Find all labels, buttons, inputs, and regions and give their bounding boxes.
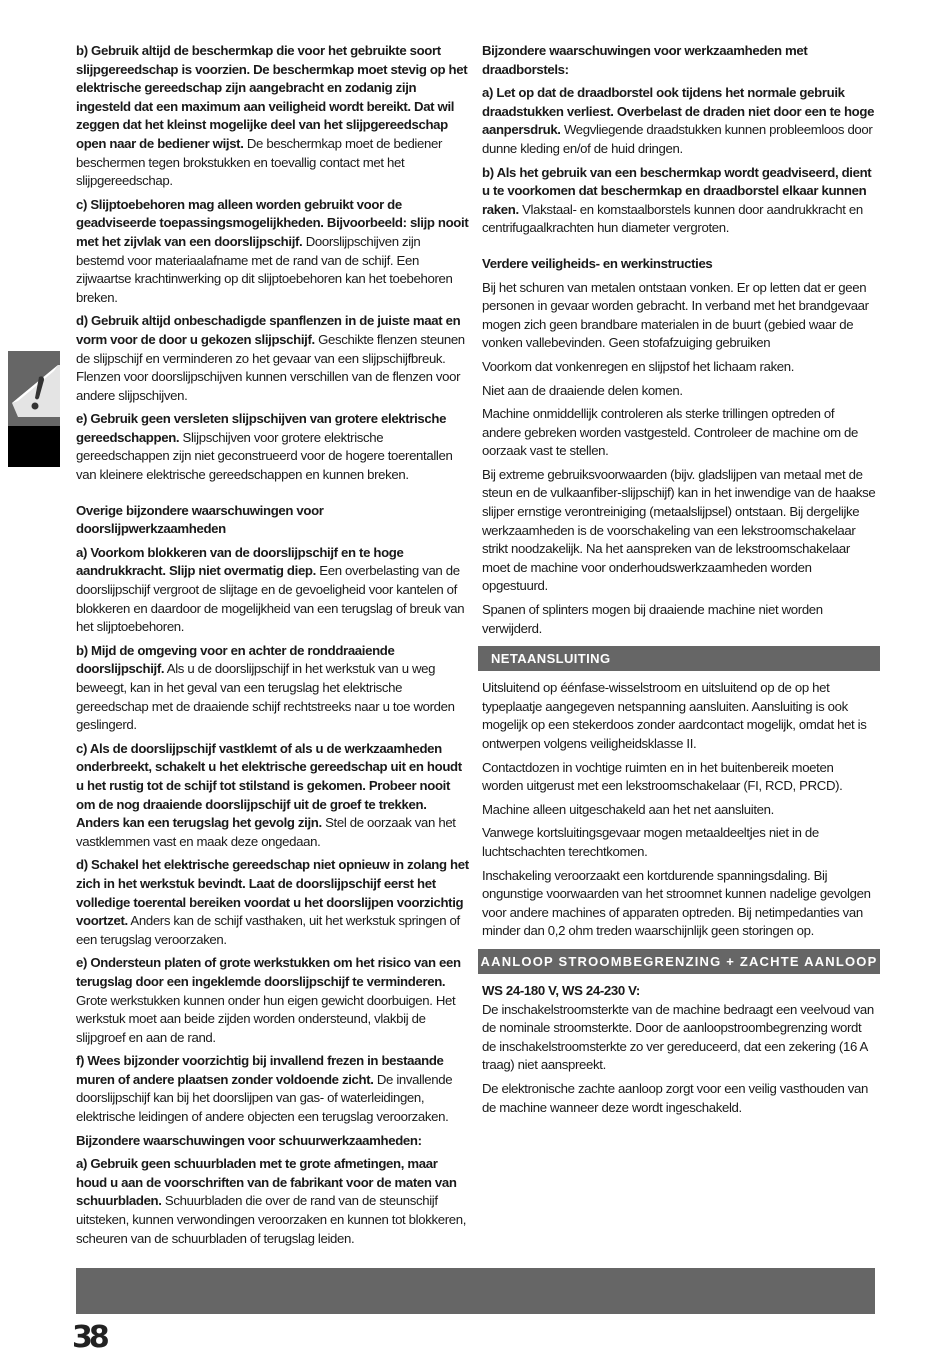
right-column xyxy=(482,42,876,1122)
paragraph: d) Gebruik altijd onbeschadigde spanflenzen in de juiste maat en vorm voor de door u gekozen slijpschijf. Geschikte flenzen steunen de slijpschijf en verminderen zo het gevaar van een slijpschijfbreuk. Flenzen voor doorslijpschijven kunnen verschillen van de flenzen voor andere slijpschijven. xyxy=(76,313,465,403)
section-heading: Overige bijzondere waarschuwingen voor doorslijpwerkzaamheden xyxy=(76,502,324,537)
section-heading: Bijzondere waarschuwingen voor werkzaamheden met draadborstels: xyxy=(482,43,808,77)
paragraph: Niet aan de draaiende delen komen. xyxy=(482,382,683,398)
paragraph: e) Gebruik geen versleten slijpschijven van grotere elektrische gereedschappen. Slijpschijven voor grotere elektrische gereedschappen zijn niet geconstrueerd voor de hogere toerentallen van kleinere elektrische gereedschappen en kunnen breken. xyxy=(76,411,453,483)
paragraph: Machine alleen uitgeschakeld aan het net aansluiten. xyxy=(482,801,774,817)
section-heading: Bijzondere waarschuwingen voor schuurwerkzaamheden: xyxy=(76,1132,422,1148)
page-number: 38 xyxy=(72,1320,106,1355)
paragraph: f) Wees bijzonder voorzichtig bij invallend frezen in bestaande muren of andere plaatsen zonder voldoende zicht. De invallende doorslijpschijf kan bij het doorslijpen van gas- of waterleidingen, elektrische leidingen of andere objecten een terugslag veroorzaken. xyxy=(76,1053,453,1125)
paragraph: c) Slijptoebehoren mag alleen worden gebruikt voor de geadviseerde toepassingsmogelijkheden. Bijvoorbeeld: slijp nooit met het zijvlak van een doorslijpschijf. Doorslijpschijven zijn bestemd voor materiaalafname met de rand van de schijf. Een zijwaartse krachtinwerking op dit slijptoebehoren kan het toebehoren breken. xyxy=(76,196,469,305)
warning-triangle-icon xyxy=(8,351,60,431)
paragraph: b) Mijd de omgeving voor en achter de ronddraaiende doorslijpschijf. Als u de doorslijpschijf in het werkstuk van u weg beweegt, kan in het geval van een terugslag het elektrische gereedschap met de draaiende schijf rechtstreeks naar u toe worden geslingerd. xyxy=(76,642,455,733)
section-bar-aanloop: AANLOOP STROOMBEGRENZING + ZACHTE AANLOOP xyxy=(478,949,880,974)
paragraph: c) Als de doorslijpschijf vastklemt of als u de werkzaamheden onderbreekt, schakelt u het elektrische gereedschap uit en houdt u het rustig tot de schijf tot stilstand is gekomen. Probeer nooit om de nog draaiende doorslijpschijf uit de groef te trekken. Anders kan een terugslag het gevolg zijn. Stel de oorzaak van het vastklemmen vast en maak deze ongedaan. xyxy=(76,740,462,849)
paragraph: b) Als het gebruik van een beschermkap wordt geadviseerd, dient u te voorkomen dat beschermkap en draadborstel elkaar kunnen raken. Vlakstaal- en komstaalborstels kunnen door aandrukkracht en centrifugaalkrachten hun diameter vergroten. xyxy=(482,164,872,236)
model-heading: WS 24-180 V, WS 24-230 V: xyxy=(482,982,640,998)
paragraph: Bij het schuren van metalen ontstaan vonken. Er op letten dat er geen personen in gevaar worden gebracht. In verband met het brandgevaar mogen zich geen brandbare materialen in de buurt (gebied waar de vonken vallebevinden. Geen stofafzuiging gebruiken xyxy=(482,279,869,351)
paragraph: Machine onmiddellijk controleren als sterke trillingen optreden of andere gebreken worden vastgesteld. Controleer de machine om de oorzaak vast te stellen. xyxy=(482,406,859,459)
footer-bar xyxy=(76,1268,875,1314)
paragraph: De inschakelstroomsterkte van de machine bedraagt een veelvoud van de nominale stroomsterkte. Door de aanloopstroombegrenzing wordt de inschakelstroomsterkte zo ver gereduceerd, dat een zekering (16 A traag) niet aanspreekt. xyxy=(482,1001,874,1073)
paragraph: Bij extreme gebruiksvoorwaarden (bijv. gladslijpen van metaal met de steun en de vulkaanfiber-slijpschijf) kan in het inwendige van de haakse slijper ernstige verontreiniging (metaalslijpsel) ontstaan. Bij dergelijke werkzaamheden is de voorschakeling van een lekstroomschakelaar strikt noodzakelijk. Na het aanspreken van de lekstroomschakelaar moet de machine voor onderhoudswerkzaamheden worden opgestuurd. xyxy=(482,466,876,594)
section-bar-netaansluiting: NETAANSLUITING xyxy=(478,646,880,671)
warning-side-tab xyxy=(8,351,60,467)
paragraph: Voorkom dat vonkenregen en slijpstof het lichaam raken. xyxy=(482,358,795,374)
paragraph: Contactdozen in vochtige ruimten en in het buitenbereik moeten worden uitgerust met een lekstroomschakelaar (FI, RCD, PRCD). xyxy=(482,759,843,794)
paragraph: e) Ondersteun platen of grote werkstukken om het risico van een terugslag door een ingeklemde doorslijpschijf te verminderen. Grote werkstukken kunnen onder hun eigen gewicht doorbuigen. Het werkstuk moet aan beide zijden worden ondersteund, vlakbij de slijpgroef en aan de rand. xyxy=(76,955,461,1045)
paragraph: d) Schakel het elektrische gereedschap niet opnieuw in zolang het zich in het werkstuk bevindt. Laat de doorslijpschijf eerst het volledige toerental bereiken voordat u het doorslijpen voorzichtig voortzet. Anders kan de schijf vasthaken, uit het werkstuk springen of een terugslag veroorzaken. xyxy=(76,857,469,947)
paragraph: Vanwege kortsluitingsgevaar mogen metaaldeeltjes niet in de luchtschachten terechtkomen. xyxy=(482,825,819,859)
paragraph: a) Voorkom blokkeren van de doorslijpschijf en te hoge aandrukkracht. Slijp niet overmatig diep. Een overbelasting van de doorslijpschijf vergroot de slijtage en de gevoeligheid voor kantelen of blokkeren en daardoor de mogelijkheid van een terugslag of breuk van het slijptoebehoren. xyxy=(76,544,465,635)
paragraph: Uitsluitend op éénfase-wisselstroom en uitsluitend op de op het typeplaatje aangegeven netspanning aansluiten. Aansluiting is ook mogelijk op een stekerdoos zonder aardcontact mogelijk, omdat het is ontwerpen volgens veiligheidsklasse II. xyxy=(482,680,867,751)
section-heading: Verdere veiligheids- en werkinstructies xyxy=(482,255,713,271)
paragraph: a) Gebruik geen schuurbladen met te grote afmetingen, maar houd u aan de voorschriften van de fabrikant voor de maten van schuurbladen. Schuurbladen die over de rand van de steunschijf uitsteken, kunnen verwondingen veroorzaken en kunnen tot blokkeren, scheuren van de schuurbladen of terugslag leiden. xyxy=(76,1156,467,1246)
paragraph: a) Let op dat de draadborstel ook tijdens het normale gebruik draadstukken verliest. Overbelast de draden niet door een te hoge aanpersdruk. Wegvliegende draadstukken kunnen probleemloos door dunne kleding en/of de huid dringen. xyxy=(482,85,875,156)
paragraph: De elektronische zachte aanloop zorgt voor een veilig vasthouden van de machine wanneer deze wordt ingeschakeld. xyxy=(482,1080,869,1115)
paragraph: Inschakeling veroorzaakt een kortdurende spanningsdaling. Bij ongunstige voorwaarden van het stroomnet kunnen nadelige gevolgen voor andere machines of apparaten optreden. Bij netimpedanties van minder dan 0,2 ohm treden waarschijnlijk geen storingen op. xyxy=(482,867,871,939)
left-column xyxy=(76,42,470,1253)
paragraph: b) Gebruik altijd de beschermkap die voor het gebruikte soort slijpgereedschap is voorzien. De beschermkap moet stevig op het elektrische gereedschap zijn aangebracht en zodanig zijn ingesteld dat een maximum aan veiligheid wordt bereikt. Dat wil zeggen dat het kleinst mogelijke deel van het slijpgereedschap open naar de bediener wijst. De beschermkap moet de bediener beschermen tegen brokstukken en toevallig contact met het slijpgereedschap. xyxy=(76,43,468,189)
paragraph: Spanen of splinters mogen bij draaiende machine niet worden verwijderd. xyxy=(482,602,823,636)
